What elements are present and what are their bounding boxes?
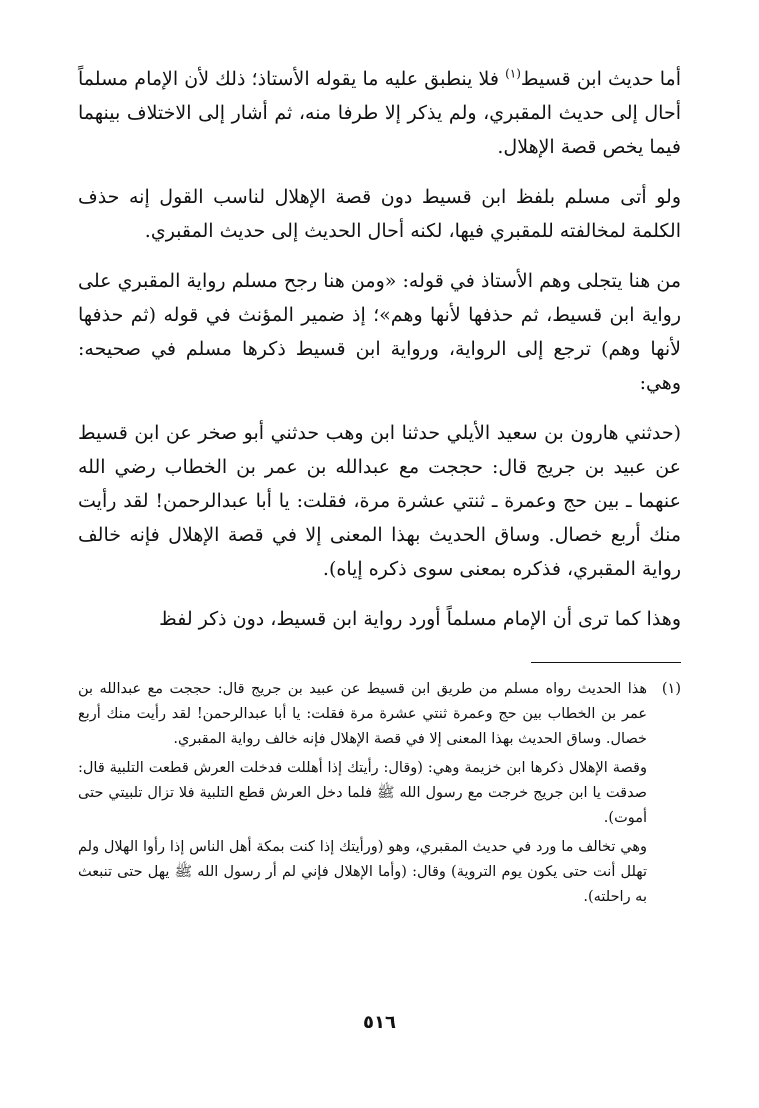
page-content — [78, 62, 681, 914]
main-paragraph-3: من هنا يتجلى وهم الأستاذ في قوله: «ومن هنا رجح مسلم رواية المقبري على رواية ابن قسيط، ثم حذفها لأنها وهم»؛ إذ ضمير المؤنث في قوله (ثم حذفها لأنها وهم) ترجع إلى الرواية، ورواية ابن قسيط ذكرها مسلم في صحيحه: وهي: — [78, 270, 681, 394]
footnote-number: (١) — [661, 681, 681, 697]
main-paragraph-5: وهذا كما ترى أن الإمام مسلماً أورد رواية ابن قسيط، دون ذكر لفظ — [159, 608, 681, 630]
main-paragraph-4: (حدثني هارون بن سعيد الأيلي حدثنا ابن وهب حدثني أبو صخر عن ابن قسيط عن عبيد بن جريج قال: حججت مع عبدالله بن عمر بن الخطاب رضي الله عنهما ـ بين حج وعمرة ـ ثنتي عشرة مرة، فقلت: يا أبا عبدالرحمن! لقد رأيت منك أربع خصال. وساق الحديث بهذا المعنى إلا في قصة الإهلال فإنه خالف رواية المقبري، فذكره بمعنى سوى ذكره إياه). — [78, 422, 681, 580]
paragraph-1-before: أما حديث ابن قسيط — [520, 68, 681, 90]
footnote-paragraph-3: وهي تخالف ما ورد في حديث المقبري، وهو (ورأيتك إذا كنت بمكة أهل الناس إذا رأوا الهلال ولم تهلل أنت حتى يكون يوم التروية) وقال: (وأما الإهلال فإني لم أر رسول الله ﷺ يهل حتى تنبعث به راحلته). — [78, 839, 647, 905]
footnote-paragraph-1: هذا الحديث رواه مسلم من طريق ابن قسيط عن عبيد بن جريج قال: حججت مع عبدالله بن عمر بن الخطاب بين حج وعمرة ثنتي عشرة مرة فقلت: يا أبا عبدالرحمن! لقد رأيت منك أربع خصال. وساق الحديث بهذا المعنى إلا في قصة الإهلال فإنه خالف رواية المقبري. — [78, 681, 647, 747]
footnote-1 — [78, 677, 681, 914]
footnotes — [78, 677, 681, 914]
main-paragraph-2: ولو أتى مسلم بلفظ ابن قسيط دون قصة الإهلال لناسب القول إنه حذف الكلمة لمخالفته للمقبري فيها، لكنه أحال الحديث إلى حديث المقبري. — [78, 186, 681, 242]
footnote-body — [78, 677, 647, 914]
footnote-paragraph-2: وقصة الإهلال ذكرها ابن خزيمة وهي: (وقال: رأيتك إذا أهللت فدخلت العرش قطعت التلبية قال: صدقت يا ابن جريج خرجت مع رسول الله ﷺ فلما دخل العرش قطع التلبية فلا تزال تلبيتي حتى أموت). — [78, 760, 647, 826]
paragraph-1-after: فلا ينطبق عليه ما يقوله الأستاذ؛ ذلك لأن الإمام مسلماً أحال إلى حديث المقبري، ولم يذكر إلا طرفا منه، ثم أشار إلى الاختلاف بينهما فيما يخص قصة الإهلال. — [78, 68, 681, 158]
footnote-divider — [531, 662, 681, 663]
footnote-marker[interactable]: (١) — [505, 66, 521, 81]
main-paragraph-1 — [78, 62, 681, 164]
page-number: ٥١٦ — [363, 1012, 396, 1033]
